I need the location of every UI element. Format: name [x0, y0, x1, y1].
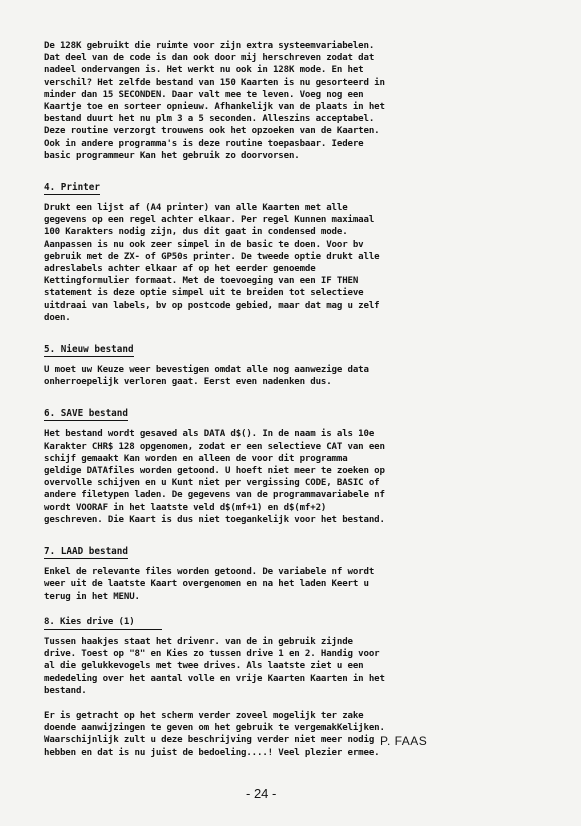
laad-bestand-paragraph: Enkel de relevante files worden getoond. De variabele nf wordt weer uit de laatste Kaart overgenomen en na het laden Keert u terug in het MENU. [44, 567, 375, 602]
save-bestand-paragraph: Het bestand wordt gesaved als DATA d$(). In de naam is als 10e Karakter CHR$ 128 opgenomen, zodat er een selectieve CAT van een schijf gemaakt Kan worden en alleen de voor dit programma geldige DATAfiles worden getoond. U hoeft niet meer te zoeken op overvolle schijven en u Kunt niet per vergissing CODE, BASIC of andere filetypen laden. De gegevens van de programmavariabele nf wordt VOORAF in het laatste veld d$(mf+1) en d$(mf+2) geschreven. Die Kaart is dus niet toegankelijk voor het bestand. [44, 429, 385, 525]
page-number: - 24 - [246, 786, 277, 801]
nieuw-bestand-paragraph: U moet uw Keuze weer bevestigen omdat alle nog aanwezige data onherroepelijk verloren gaat. Eerst even nadenken dus. [44, 365, 369, 388]
document-page [44, 40, 540, 759]
section-heading-save-bestand: 6. SAVE bestand [44, 408, 128, 420]
section-heading-printer: 4. Printer [44, 182, 100, 194]
intro-paragraph: De 128K gebruikt die ruimte voor zijn extra systeemvariabelen. Dat deel van de code is dan ook door mij herschreven zodat dat nadeel ondervangen is. Het werkt nu ook in 128K mode. En het verschil? Het zelfde bestand van 150 Kaarten is nu gesorteerd in minder dan 15 SECONDEN. Daar valt mee te leven. Voeg nog een Kaartje toe en sorteer opnieuw. Afhankelijk van de plaats in het bestand duurt het nu plm 3 a 5 seconden. Alleszins acceptabel. Deze routine verzorgt trouwens ook het opzoeken van de Kaarten. Ook in andere programma's is deze routine toepasbaar. Iedere basic programmeur Kan het gebruik zo doorvorsen. [44, 41, 385, 161]
heading-rule [44, 629, 162, 630]
author-signature: P. FAAS [380, 734, 428, 748]
section-heading-laad-bestand: 7. LAAD bestand [44, 546, 128, 558]
closing-paragraph: Er is getracht op het scherm verder zoveel mogelijk ter zake doende aanwijzingen te geven om het gebruik te vergemakKelijken. Waarschijnlijk zult u deze beschrijving verder niet meer nodig hebben en dat is nu juist de bedoeling....! Veel plezier ermee. [44, 710, 385, 758]
kies-drive-paragraph: Tussen haakjes staat het drivenr. van de in gebruik zijnde drive. Toest op "8" en Kies zo tussen drive 1 en 2. Handig voor al die gelukkevogels met twee drives. Als laatste ziet u een mededeling over het aantal volle en vrije Kaarten Kaarten in het bestand. [44, 636, 385, 696]
printer-paragraph: Drukt een lijst af (A4 printer) van alle Kaarten met alle gegevens op een regel achter elkaar. Per regel Kunnen maximaal 100 Karakters nodig zijn, dus dit gaat in condensed mode. Aanpassen is nu ook zeer simpel in de basic te doen. Voor bv gebruik met de ZX- of GP50s printer. De tweede optie drukt alle adreslabels achter elkaar af op het eerder genoemde Kettingformulier formaat. Met de toevoeging van een IF THEN statement is deze optie simpel uit te breiden tot selectieve uitdraai van labels, bv op postcode gebied, maar dat mag u zelf doen. [44, 203, 380, 323]
section-heading-nieuw-bestand: 5. Nieuw bestand [44, 344, 134, 356]
section-heading-kies-drive: 8. Kies drive (1) [44, 616, 135, 627]
